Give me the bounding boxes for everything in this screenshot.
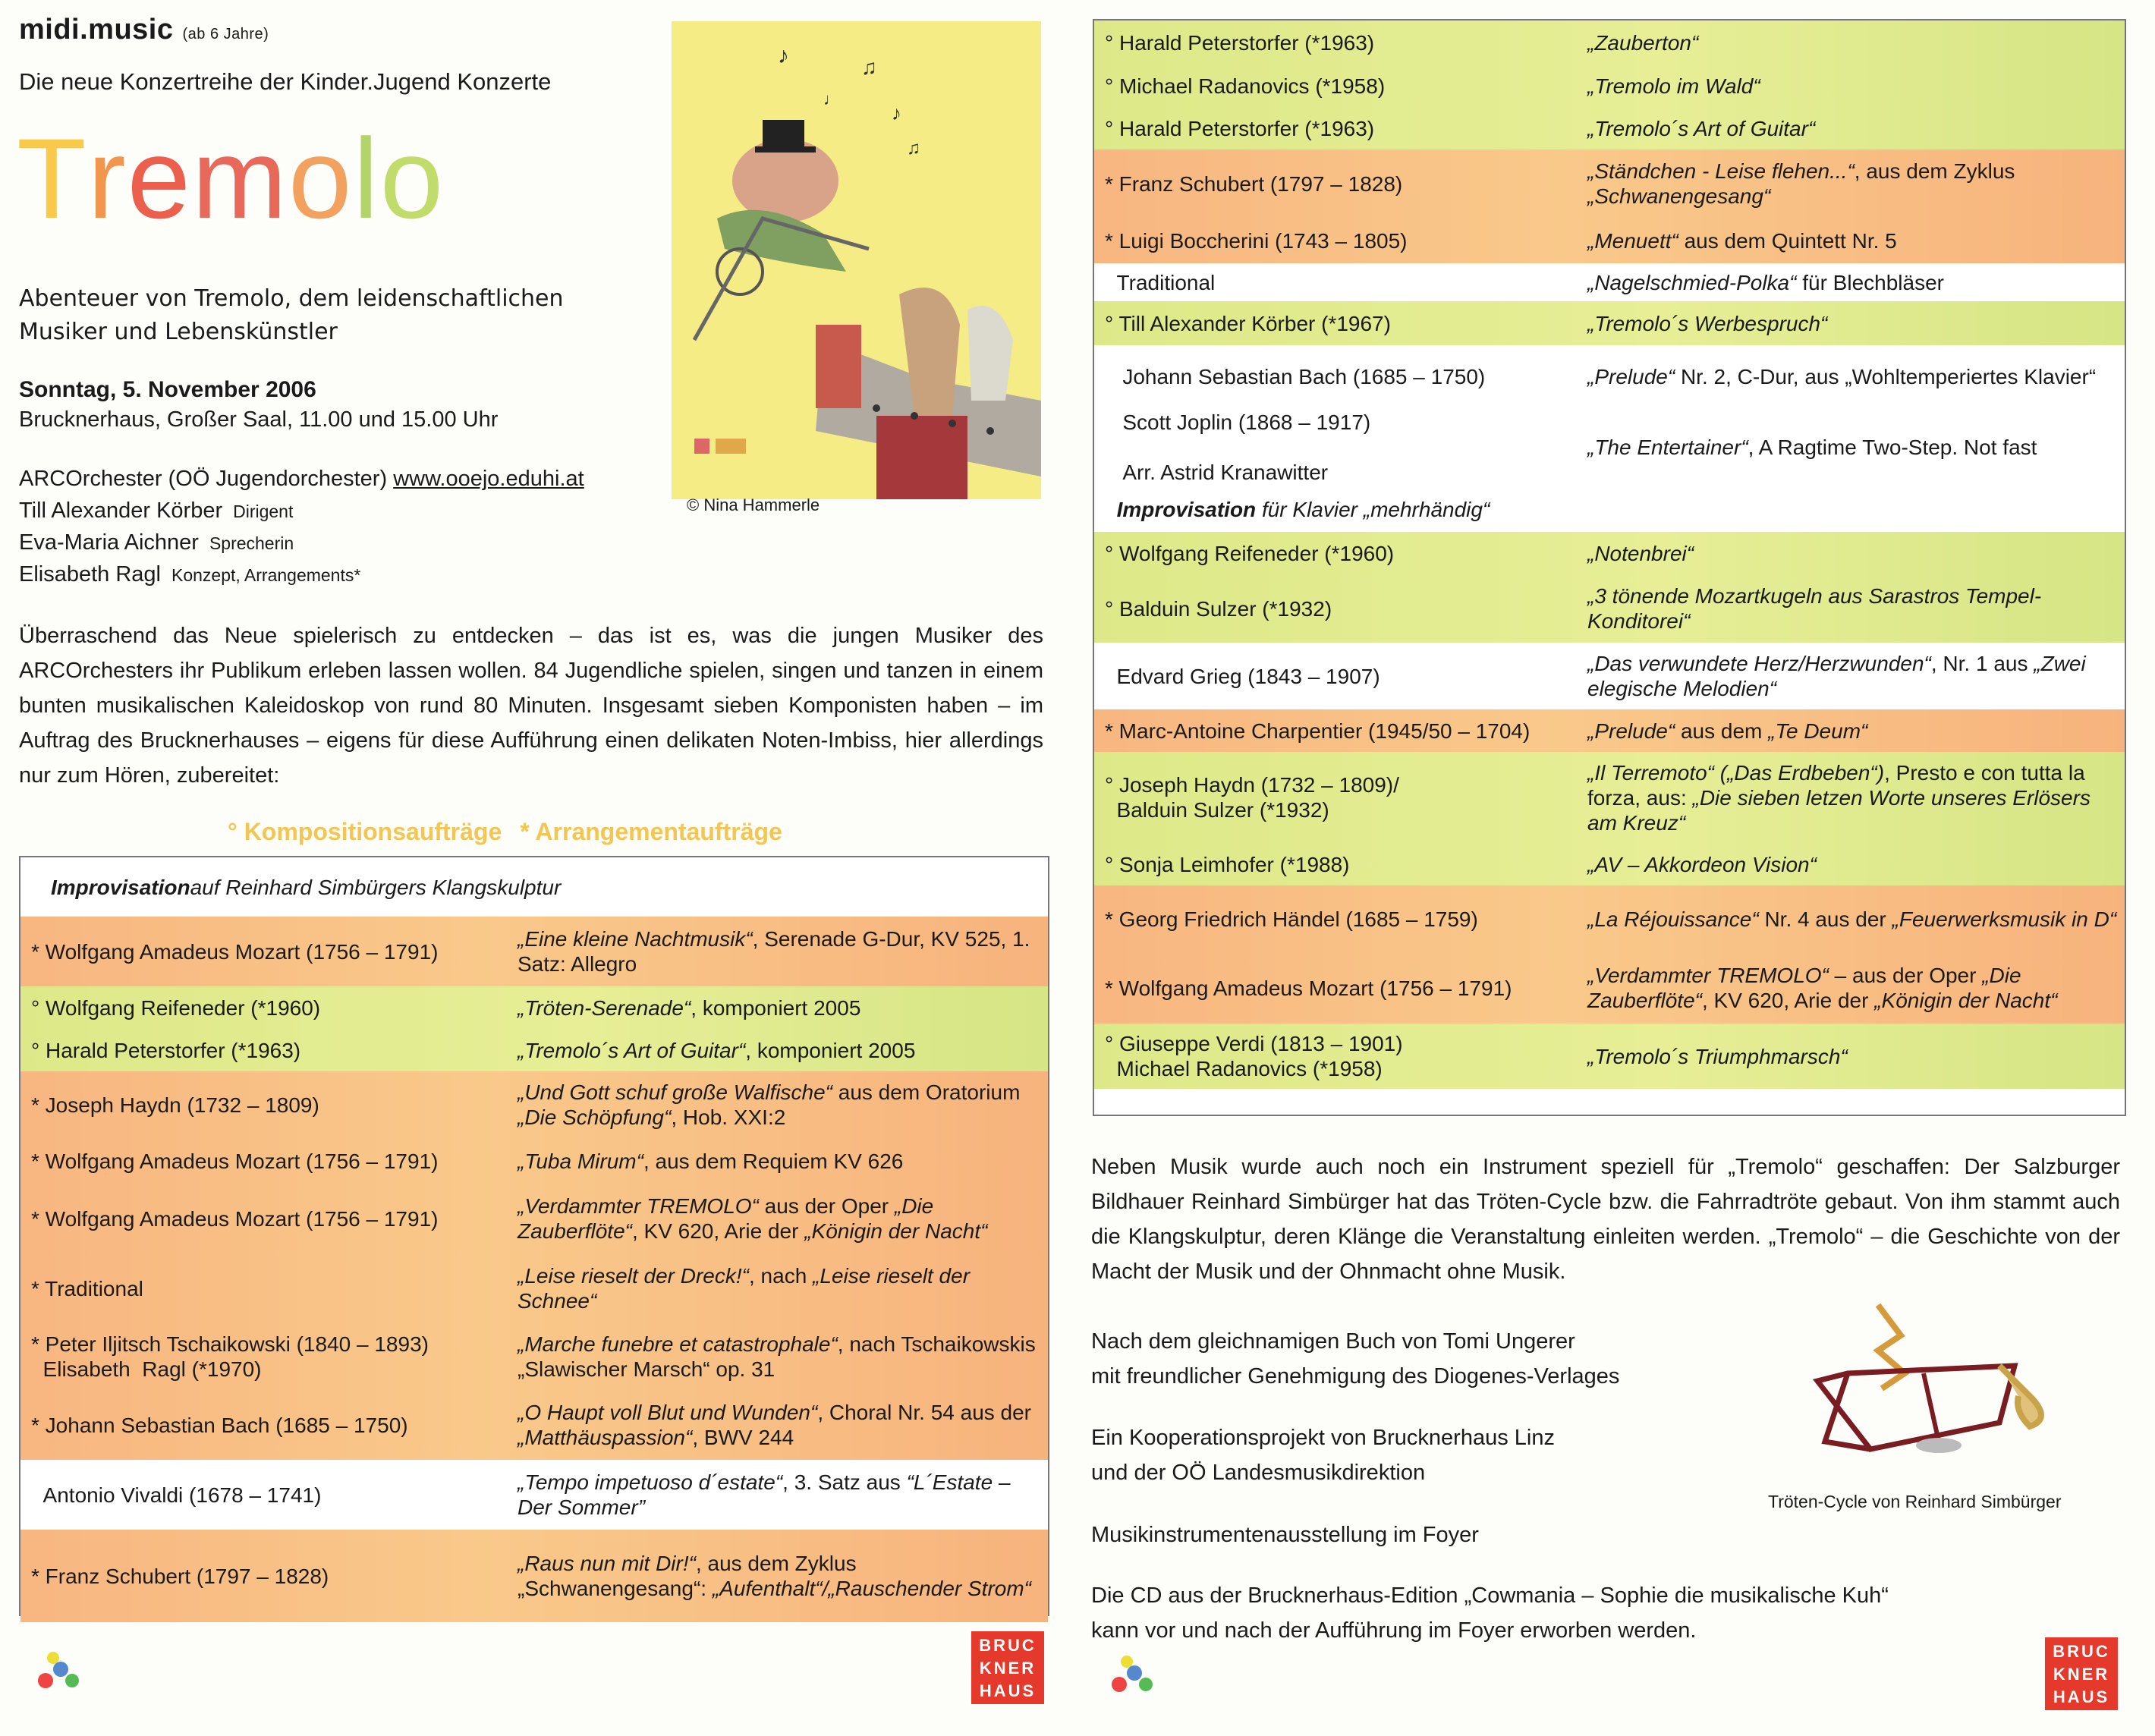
program-row <box>1094 952 2125 1024</box>
work-title: „Zauberton“ <box>1587 30 1699 55</box>
composer: Edvard Grieg (1843 – 1907) <box>1105 664 1380 688</box>
work-title: „Tremolo im Wald“ <box>1587 74 1760 98</box>
composer: * Luigi Boccherini (1743 – 1805) <box>1105 228 1408 253</box>
composer: Improvisation für Klavier „mehrhändig“ <box>1116 497 1490 521</box>
title-letter: m <box>192 115 288 242</box>
exhibition-note: Musikinstrumentenausstellung im Foyer <box>1091 1523 1479 1547</box>
event-date: Sonntag, 5. November 2006 <box>19 377 316 402</box>
hands-icon <box>1104 1650 1157 1703</box>
program-row <box>20 1460 1048 1530</box>
composer: * Traditional <box>31 1276 143 1300</box>
composer: Johann Sebastian Bach (1685 – 1750) <box>1105 364 1486 388</box>
svg-text:♩: ♩ <box>823 90 840 108</box>
cooperation-note: Ein Kooperationsprojekt von Brucknerhaus Linz und der OÖ Landesmusikdirektion <box>1091 1426 1555 1485</box>
program-row <box>1094 107 2125 149</box>
program-row <box>1094 843 2125 885</box>
program-table-right <box>1093 19 2126 1116</box>
svg-text:♪: ♪ <box>778 43 789 68</box>
program-row <box>20 986 1048 1029</box>
book-credit: Nach dem gleichnamigen Buch von Tomi Ungerer mit freundlicher Genehmigung des Diogenes-Verlages <box>1091 1329 1620 1388</box>
hands-icon <box>30 1646 83 1700</box>
program-row <box>1094 643 2125 709</box>
work-title: „La Réjouissance“ Nr. 4 aus der „Feuerwerksmusik in D“ <box>1587 907 2117 931</box>
work-title: „Ständchen - Leise flehen...“, aus dem Zyklus „Schwanengesang“ <box>1587 159 2015 208</box>
work-title: „Das verwundete Herz/Herzwunden“, Nr. 1 aus „Zwei elegische Melodien“ <box>1587 652 2086 700</box>
composer: ° Harald Peterstorfer (*1963) <box>1105 116 1375 140</box>
work-title: „Verdammter TREMOLO“ – aus der Oper „Die Zauberflöte“, KV 620, Arie der „Königin der Nacht“ <box>1587 964 2058 1012</box>
composer: * Marc-Antoine Charpentier (1945/50 – 1704) <box>1105 719 1531 743</box>
program-row <box>1094 885 2125 952</box>
work-title: „Tremolo´s Triumphmarsch“ <box>1587 1044 1848 1068</box>
work-title: „O Haupt voll Blut und Wunden“, Choral Nr. 54 aus der „Matthäuspassion“, BWV 244 <box>518 1401 1032 1449</box>
composer: * Wolfgang Amadeus Mozart (1756 – 1791) <box>31 1149 439 1173</box>
program-row <box>1094 407 2125 486</box>
program-row <box>20 1071 1048 1138</box>
work-title: „Leise rieselt der Dreck!“, nach „Leise rieselt der Schnee“ <box>518 1264 971 1313</box>
program-row <box>20 1390 1048 1460</box>
composer: * Franz Schubert (1797 – 1828) <box>31 1564 329 1588</box>
work-title: „The Entertainer“, A Ragtime Two-Step. Not fast <box>1587 435 2037 459</box>
concert-title <box>17 115 445 242</box>
program-row <box>1094 301 2125 345</box>
series-title: midi.music (ab 6 Jahre) <box>19 14 269 46</box>
composer: Traditional <box>1105 270 1216 294</box>
program-row <box>1094 574 2125 643</box>
composer: ° Balduin Sulzer (*1932) <box>1105 596 1332 621</box>
program-row <box>20 1138 1048 1184</box>
composer: Scott Joplin (1868 – 1917) Arr. Astrid Kranawitter <box>1105 410 1371 484</box>
program-row <box>20 1530 1048 1622</box>
program-row <box>1094 709 2125 752</box>
legend: ° Kompositionsaufträge * Arrangementaufträge <box>228 818 782 845</box>
event-venue: Brucknerhaus, Großer Saal, 11.00 und 15.00 Uhr <box>19 407 499 432</box>
composer: ° Wolfgang Reifeneder (*1960) <box>31 995 321 1020</box>
cd-note: Die CD aus der Brucknerhaus-Edition „Cowmania – Sophie die musikalische Kuh“ kann vor und nach der Aufführung im Foyer erworben werden. <box>1091 1583 1889 1643</box>
work-title: „Prelude“ aus dem „Te Deum“ <box>1587 719 1868 743</box>
bike-caption: Tröten-Cycle von Reinhard Simbürger <box>1768 1492 2062 1511</box>
composer: ° Michael Radanovics (*1958) <box>1105 74 1386 98</box>
title-letter: o <box>288 115 354 242</box>
composer: ° Wolfgang Reifeneder (*1960) <box>1105 541 1395 565</box>
svg-text:♫: ♫ <box>907 138 920 159</box>
cast-arranger: Elisabeth Ragl Konzept, Arrangements* <box>19 562 361 587</box>
composer: ° Joseph Haydn (1732 – 1809)/ Balduin Sulzer (*1932) <box>1105 773 1399 822</box>
brucknerhaus-logo: BRUC KNER HAUS <box>971 1631 1044 1704</box>
work-title: „AV – Akkordeon Vision“ <box>1587 852 1817 876</box>
series-subtitle: Die neue Konzertreihe der Kinder.Jugend Konzerte <box>19 68 552 95</box>
work-title: „Tremolo´s Art of Guitar“, komponiert 2005 <box>518 1038 916 1062</box>
age-note: (ab 6 Jahre) <box>182 26 269 42</box>
title-letter: e <box>127 115 193 242</box>
composer: * Wolfgang Amadeus Mozart (1756 – 1791) <box>31 1206 439 1231</box>
cover-illustration <box>672 21 1041 499</box>
work-title: „Und Gott schuf große Walfische“ aus dem Oratorium „Die Schöpfung“, Hob. XXI:2 <box>518 1080 1021 1129</box>
program-row <box>20 1323 1048 1390</box>
troeten-cycle-photo <box>1802 1290 2060 1472</box>
composer: * Georg Friedrich Händel (1685 – 1759) <box>1105 907 1478 931</box>
program-row <box>1094 218 2125 263</box>
composer: * Wolfgang Amadeus Mozart (1756 – 1791) <box>1105 976 1512 1000</box>
program-table-left <box>19 856 1049 1616</box>
program-row <box>1094 486 2125 532</box>
svg-text:♪: ♪ <box>892 102 901 124</box>
composer: * Wolfgang Amadeus Mozart (1756 – 1791) <box>31 939 439 964</box>
instrument-paragraph: Neben Musik wurde auch noch ein Instrument speziell für „Tremolo“ geschaffen: Der Salzburger Bildhauer Reinhard Simbürger hat das Tröten-Cycle bzw. die Fahrradtröte gebaut. Von ihm stammt auch die Klangskulptur, deren Klänge die Veranstaltung einleiten werden. „Tremolo“ – die Geschichte von der Macht der Musik und der Ohnmacht ohne Musik. <box>1091 1155 2120 1284</box>
work-title: „Nagelschmied-Polka“ für Blechbläser <box>1587 270 1944 294</box>
work-title: „Tröten-Serenade“, komponiert 2005 <box>518 995 861 1020</box>
work-title: „Raus nun mit Dir!“, aus dem Zyklus „Schwanengesang“: „Aufenthalt“/„Rauschender Strom“ <box>518 1552 1032 1600</box>
work-title: „Prelude“ Nr. 2, C-Dur, aus „Wohltemperiertes Klavier“ <box>1587 364 2097 388</box>
illustration-credit: © Nina Hammerle <box>687 495 820 514</box>
work-title: „3 tönende Mozartkugeln aus Sarastros Tempel-Konditorei“ <box>1587 584 2042 633</box>
program-row <box>1094 345 2125 407</box>
orchestra-link[interactable]: www.ooejo.eduhi.at <box>393 467 584 491</box>
tagline: Abenteuer von Tremolo, dem leidenschaftlichen Musiker und Lebenskünstler <box>19 285 564 345</box>
program-row <box>1094 149 2125 218</box>
composer: ° Harald Peterstorfer (*1963) <box>31 1038 301 1062</box>
cast-conductor: Till Alexander Körber Dirigent <box>19 498 294 523</box>
program-row <box>20 917 1048 986</box>
composer: Antonio Vivaldi (1678 – 1741) <box>31 1483 322 1507</box>
composer: * Johann Sebastian Bach (1685 – 1750) <box>31 1413 408 1437</box>
cast-orchestra: ARCOrchester (OÖ Jugendorchester) www.ooejo.eduhi.at <box>19 467 584 491</box>
program-row <box>1094 263 2125 301</box>
work-title: „Menuett“ aus dem Quintett Nr. 5 <box>1587 228 1897 253</box>
brucknerhaus-logo: BRUC KNER HAUS <box>2045 1637 2118 1710</box>
composer: ° Sonja Leimhofer (*1988) <box>1105 852 1350 876</box>
program-row <box>1094 64 2125 107</box>
composer: * Franz Schubert (1797 – 1828) <box>1105 171 1403 196</box>
work-title: „Tremolo´s Art of Guitar“ <box>1587 116 1816 140</box>
work-title: „Verdammter TREMOLO“ aus der Oper „Die Zauberflöte“, KV 620, Arie der „Königin der Nacht“ <box>518 1194 988 1243</box>
composer: * Joseph Haydn (1732 – 1809) <box>31 1093 319 1117</box>
cast-narrator: Eva-Maria Aichner Sprecherin <box>19 530 294 555</box>
work-title: „Il Terremoto“ („Das Erdbeben“), Presto e con tutta la forza, aus: „Die sieben letzen Worte unseres Erlösers am Kreuz“ <box>1587 760 2091 835</box>
program-row <box>20 1029 1048 1071</box>
program-row <box>20 1184 1048 1253</box>
svg-text:♫: ♫ <box>861 55 877 79</box>
work-title: „Notenbrei“ <box>1587 541 1694 565</box>
composer: ° Till Alexander Körber (*1967) <box>1105 311 1391 335</box>
title-letter: l <box>353 115 380 242</box>
title-letter: T <box>17 115 88 242</box>
composer: ° Harald Peterstorfer (*1963) <box>1105 30 1375 55</box>
work-title: „Tremolo´s Werbespruch“ <box>1587 311 1828 335</box>
intro-paragraph: Überraschend das Neue spielerisch zu entdecken – das ist es, was die jungen Musiker des ARCOrchesters ihr Publikum erleben lassen wollen. 84 Jugendliche spielen, singen und tanzen in einem bunten musikalischen Kaleidoskop von rund 80 Minuten. Insgesamt sieben Komponisten haben – im Auftrag des Brucknerhauses – eigens für diese Aufführung einen delikaten Noten-Imbiss, hier allerdings nur zum Hören, zubereitet: <box>19 624 1043 788</box>
composer: * Peter Iljitsch Tschaikowski (1840 – 1893) Elisabeth Ragl (*1970) <box>31 1332 429 1381</box>
work-title: „Eine kleine Nachtmusik“, Serenade G-Dur, KV 525, 1. Satz: Allegro <box>518 927 1030 976</box>
program-row <box>20 1253 1048 1323</box>
title-letter: o <box>379 115 445 242</box>
work-title: „Marche funebre et catastrophale“, nach Tschaikowskis „Slawischer Marsch“ op. 31 <box>518 1332 1036 1381</box>
program-row <box>1094 1024 2125 1089</box>
composer: ° Giuseppe Verdi (1813 – 1901) Michael Radanovics (*1958) <box>1105 1032 1403 1080</box>
improvisation-header: Improvisation auf Reinhard Simbürgers Klangskulptur <box>20 857 1048 917</box>
program-row <box>1094 752 2125 843</box>
program-row <box>1094 20 2125 64</box>
title-letter: r <box>87 115 127 242</box>
work-title: „Tuba Mirum“, aus dem Requiem KV 626 <box>518 1149 904 1173</box>
work-title: „Tempo impetuoso d´estate“, 3. Satz aus “L´Estate – Der Sommer” <box>518 1470 1011 1519</box>
program-row <box>1094 532 2125 574</box>
